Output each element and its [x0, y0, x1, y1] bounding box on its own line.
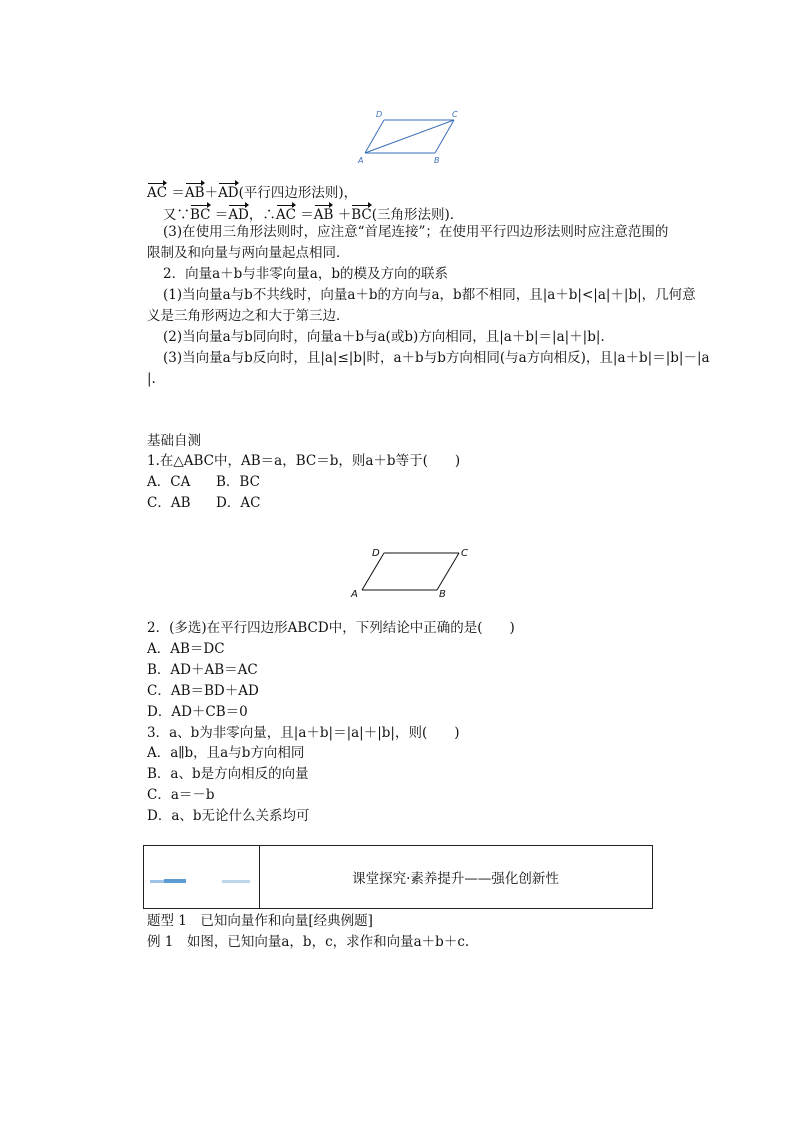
section-2-item-2: (2)当向量a与b同向时，向量a＋b与a(或b)方向相同，且|a＋b|＝|a|＋|b|.: [163, 329, 605, 345]
q2-option-c: C．AB＝BD＋AD: [147, 683, 259, 699]
vertex-label-a: A: [358, 156, 364, 165]
section-2-heading: 2．向量a＋b与非零向量a，b的模及方向的联系: [163, 266, 448, 282]
rule-item-3-cont: 限制及和向量与两向量起点相同．: [147, 245, 350, 261]
vertex-label-c: C: [461, 548, 468, 559]
q3-stem: 3．a、b为非零向量，且|a＋b|＝|a|＋|b|，则( ): [147, 725, 460, 741]
type-1-heading: 题型 1 已知向量作和向量[经典例题]: [147, 913, 373, 929]
q1-option-a: A．CA: [147, 474, 191, 490]
vertex-label-b: B: [439, 589, 446, 600]
section-2-item-1-cont: 义是三角形两边之和大于第三边．: [147, 308, 350, 324]
vertex-label-b: B: [434, 156, 440, 165]
example-1: 例 1 如图，已知向量a，b，c，求作和向量a＋b＋c.: [147, 934, 470, 950]
q1-stem: 1.在△ABC中，AB＝a，BC＝b，则a＋b等于( ): [147, 453, 461, 469]
q1-option-d: D．AC: [216, 495, 261, 511]
q1-option-c: C．AB: [147, 495, 191, 511]
q3-option-d: D．a、b无论什么关系均可: [147, 808, 310, 824]
rule-line-2: 又∵BC ＝AD，∴AC ＝AB ＋BC(三角形法则)．: [163, 203, 463, 224]
rule-line-1: AC ＝AB＋AD(平行四边形法则)，: [147, 181, 357, 202]
parallelogram-figure-1: [355, 108, 465, 166]
vertex-label-c: C: [452, 110, 458, 119]
parallelogram-figure-2: [348, 544, 478, 602]
q2-option-a: A．AB＝DC: [147, 641, 225, 657]
banner-logo-image: [150, 878, 250, 884]
vertex-label-d: D: [372, 548, 380, 559]
q2-stem: 2．(多选)在平行四边形ABCD中，下列结论中正确的是( ): [147, 620, 515, 636]
q3-option-b: B．a、b是方向相反的向量: [147, 766, 309, 782]
section-2-item-1: (1)当向量a与b不共线时，向量a＋b的方向与a，b都不相同，且|a＋b|<|a|＋|b|，几何意: [163, 287, 696, 303]
q1-option-b: B．BC: [216, 474, 260, 490]
q3-option-c: C．a＝－b: [147, 787, 215, 803]
section-2-item-3-cont: |.: [147, 371, 156, 387]
vertex-label-a: A: [351, 589, 358, 600]
q2-option-b: B．AD＋AB＝AC: [147, 662, 258, 678]
rule-item-3: (3)在使用三角形法则时，应注意“首尾连接”；在使用平行四边形法则时应注意范围的: [163, 224, 669, 240]
vertex-label-d: D: [376, 110, 383, 119]
q3-option-a: A．a∥b，且a与b方向相同: [147, 745, 305, 761]
section-banner: [143, 845, 653, 909]
quiz-heading: 基础自测: [147, 433, 201, 449]
section-2-item-3: (3)当向量a与b反向时，且|a|≤|b|时，a＋b与b方向相同(与a方向相反)，且|a＋b|＝|b|－|a: [163, 350, 710, 366]
q2-option-d: D．AD＋CB＝0: [147, 704, 248, 720]
banner-title: 课堂探究·素养提升——强化创新性: [352, 871, 559, 887]
